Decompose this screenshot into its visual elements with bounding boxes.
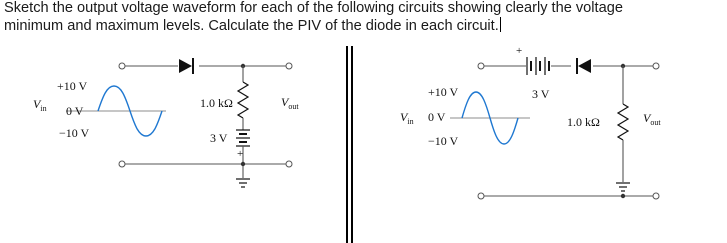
circuit-b-resistor-icon: [618, 104, 628, 140]
circuit-b-vmax-label: +10 V: [428, 85, 459, 99]
circuit-a-vmin-label: −10 V: [59, 126, 90, 140]
circuit-a-vmax-label: +10 V: [57, 79, 88, 93]
circuit-b-output-bottom-terminal: [653, 193, 659, 199]
question-line-1: Sketch the output voltage waveform for each of the following circuits showing clearly the voltage: [4, 0, 623, 16]
circuit-a-vin-label: $V_{in}$: [33, 97, 47, 113]
circuit-b-battery-label: 3 V: [532, 87, 550, 101]
circuit-b: [400, 45, 661, 199]
circuit-b-resistor-label: 1.0 kΩ: [567, 115, 600, 129]
circuit-a-output-top-terminal: [286, 63, 292, 69]
circuit-a-output-bottom-terminal: [286, 161, 292, 167]
circuit-a-battery-plus: +: [237, 148, 244, 160]
circuit-b-output-top-terminal: [653, 63, 659, 69]
circuit-b-vout-label: $V_{out}$: [643, 111, 661, 127]
circuit-a-bottom-node: [241, 162, 245, 166]
circuit-b-vmin-label: −10 V: [428, 134, 459, 148]
circuit-a-input-top-terminal: [119, 63, 125, 69]
circuit-b-vzero-label: 0 V: [428, 110, 446, 124]
circuit-a-input-bottom-terminal: [119, 161, 125, 167]
circuit-b-battery-icon: [527, 57, 549, 75]
circuit-b-input-bottom-terminal: [478, 193, 484, 199]
circuit-a-diode-icon: [179, 58, 193, 74]
circuit-b-battery-plus: +: [516, 45, 523, 57]
circuit-a-vzero-label: 0 V: [66, 104, 84, 118]
circuit-a: [33, 58, 299, 187]
circuit-b-diode-icon: [577, 58, 591, 74]
circuit-b-vin-label: $V_{in}$: [400, 110, 414, 126]
circuit-a-resistor-label: 1.0 kΩ: [200, 96, 233, 110]
circuit-b-input-top-terminal: [478, 63, 484, 69]
circuit-a-battery-icon: [236, 130, 250, 146]
question-line-2: minimum and maximum levels. Calculate the PIV of the diode in each circuit.: [4, 18, 499, 34]
circuit-b-ground-icon: [616, 183, 630, 191]
circuit-a-battery-label: 3 V: [210, 131, 228, 145]
circuit-a-vout-label: $V_{out}$: [281, 95, 299, 111]
circuit-a-resistor-icon: [238, 82, 248, 118]
circuit-divider: [347, 46, 352, 243]
circuit-b-bottom-node: [621, 194, 625, 198]
circuit-a-ground-icon: [236, 179, 250, 187]
